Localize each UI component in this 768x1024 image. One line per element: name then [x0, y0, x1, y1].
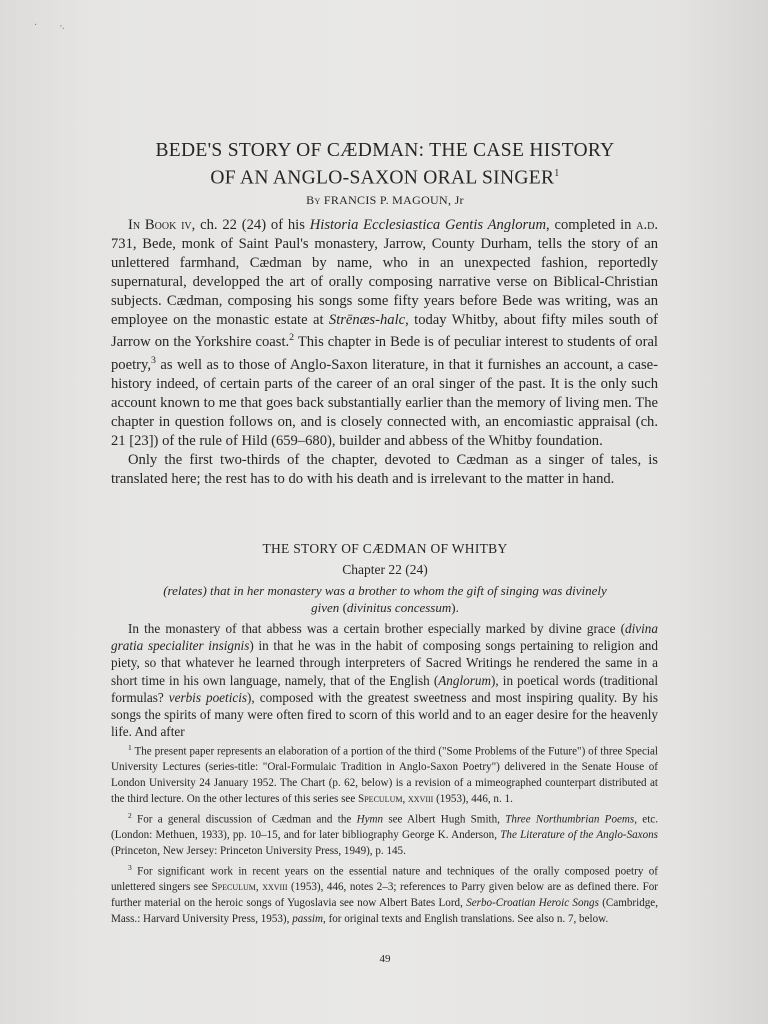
- text-run: The present paper represents an elaboration of a portion of the third ("Some Problems of the Future") of three Special University Lectures (series-title: "Oral-Formulaic Tradition in Anglo-Saxon Poetry") delivered in the Senate House of London University 24 January 1952. The Chart (p. 62, below) is a revision of a mimeographed counterpart distributed at the third lecture. On the other lectures of this series see: [111, 745, 658, 806]
- text-run: , etc. (London: Methuen, 1933), pp. 10–15, and for later bibliography George K. Anderson,: [111, 813, 658, 842]
- text-run: , today Whitby, about fifty miles south of Jarrow on the Yorkshire coast.: [111, 311, 659, 351]
- footnote-marker: 1: [128, 743, 132, 752]
- footnote-marker: 2: [128, 810, 132, 820]
- italic-run: passim: [292, 913, 324, 926]
- footnotes: [111, 740, 658, 928]
- text-run: For significant work in recent years on the essential nature and techniques of the orally composed poetry of unlettered singers see: [111, 865, 658, 894]
- text-run: see Albert Hugh Smith,: [383, 813, 506, 826]
- text-run: This chapter in Bede is of peculiar interest to students of oral poetry,: [111, 334, 658, 374]
- italic-run: Strēnæs-halc: [328, 311, 406, 328]
- footnote-2: [111, 808, 658, 860]
- italic-run: (relates) that in her monastery was a brother to whom the gift of singing was divinely given: [163, 583, 607, 615]
- text-run: 731, Bede, monk of Saint Paul's monastery, Jarrow, County Durham, tells the story of an unlettered farmhand, Cædman by name, who in an unexpected fashion, reportedly supernatural, developped the art of orally composing narrative verse on Biblical-Christian subjects. Cædman, composing his songs some fifty years before Bede was writing, was an employee on the monastic estate at: [111, 235, 658, 328]
- italic-run: Historia Ecclesiastica Gentis Anglorum: [309, 217, 547, 233]
- chapter-rubric: [150, 582, 620, 616]
- text-run: ), in poetical words (traditional formulas?: [111, 672, 658, 705]
- small-caps-run: In Book iv: [128, 217, 192, 233]
- text-run: , for original texts and English translations. See also n. 7, below.: [323, 913, 609, 926]
- small-caps-run: xxviii: [408, 793, 434, 806]
- italic-run: Anglorum: [438, 672, 491, 688]
- italic-run: Serbo-Croatian Heroic Songs: [466, 897, 599, 910]
- intro-paragraph-2: Only the first two-thirds of the chapter, devoted to Cædman as a singer of tales, is translated here; the rest has to do with his death and is irrelevant to the matter in hand.: [111, 451, 658, 487]
- text-run: (Cambridge, Mass.: Harvard University Press, 1953),: [111, 897, 658, 926]
- footnote-3: [111, 860, 658, 928]
- text-run: (1953), 446, notes 2–3; references to Parry given below are as defined there. For further material on the heroic songs of Yugoslavia see now Albert Bates Lord,: [111, 881, 659, 910]
- italic-run: Hymn: [356, 813, 384, 826]
- text-run: ,: [255, 881, 263, 894]
- text-run: , ch. 22 (24) of his: [191, 217, 310, 233]
- title-line-1: BEDE'S STORY OF CÆDMAN: THE CASE HISTORY: [155, 140, 615, 161]
- page-number: 49: [379, 953, 391, 965]
- text-run: (: [342, 600, 347, 615]
- article-title: [112, 139, 658, 190]
- text-run: For a general discussion of Cædman and the: [131, 813, 357, 826]
- margin-mark: ·: [34, 20, 38, 31]
- text-run: ,: [402, 793, 409, 806]
- intro-paragraph-1: [111, 216, 658, 451]
- italic-run: verbis poeticis: [168, 689, 248, 705]
- section-heading: THE STORY OF CÆDMAN OF WHITBY: [262, 541, 508, 556]
- title-line-2: OF AN ANGLO-SAXON ORAL SINGER: [210, 167, 555, 189]
- chapter-heading: Chapter 22 (24): [342, 562, 428, 577]
- italic-run: divina gratia specialiter insignis: [111, 621, 658, 654]
- text-run: In the monastery of that abbess was a certain brother especially marked by divine grace (: [128, 621, 626, 636]
- margin-mark: '·: [60, 24, 66, 35]
- footnote-marker: 3: [128, 862, 132, 872]
- translation-text: [111, 620, 658, 740]
- introduction: [111, 216, 658, 488]
- small-caps-run: Speculum: [211, 881, 256, 894]
- footnote-marker: 3: [150, 355, 156, 367]
- small-caps-run: Speculum: [358, 793, 403, 806]
- text-run: , completed in: [546, 217, 637, 233]
- text-run: ) in that he was in the habit of composing songs pertaining to religion and piety, so that whatever he learned through interpreters of Sacred Writings he rendered the same in a short time in his own language, namely, that of the English (: [111, 638, 658, 688]
- italic-run: Three Northumbrian Poems: [505, 813, 635, 826]
- small-caps-run: xxviii: [262, 881, 288, 894]
- footnote-marker: 2: [289, 332, 295, 344]
- italic-run: divinitus concessum: [346, 600, 452, 615]
- text-run: (1953), 446, n. 1.: [433, 793, 513, 806]
- translation-paragraph-1: [111, 620, 658, 740]
- byline-author: FRANCIS P. MAGOUN, Jr: [323, 193, 464, 207]
- footnote-1: [111, 740, 658, 808]
- italic-run: The Literature of the Anglo-Saxons: [500, 829, 659, 842]
- text-run: ).: [451, 600, 459, 615]
- text-run: ), composed with the greatest sweetness and most inspiring quality. By his songs the spirits of many were often fired to scorn of this world and to an eager desire for the heavenly life. And after: [111, 689, 659, 740]
- text-run: (Princeton, New Jersey: Princeton University Press, 1949), p. 145.: [111, 845, 406, 858]
- byline-by: By: [306, 193, 321, 207]
- title-footnote-marker: 1: [554, 168, 560, 179]
- byline: [112, 193, 658, 208]
- text-run: as well as to those of Anglo-Saxon literature, in that it furnishes an account, a case-history indeed, of certain parts of the career of an oral singer of the past. It is the only such account known to me that goes back substantially earlier than the memory of living men. The chapter in question follows on, and is closely connected with, an encomiastic appraisal (ch. 21 [23]) of the rule of Hild (659–680), builder and abbess of the Whitby foundation.: [111, 357, 658, 449]
- small-caps-run: a.d.: [636, 217, 659, 233]
